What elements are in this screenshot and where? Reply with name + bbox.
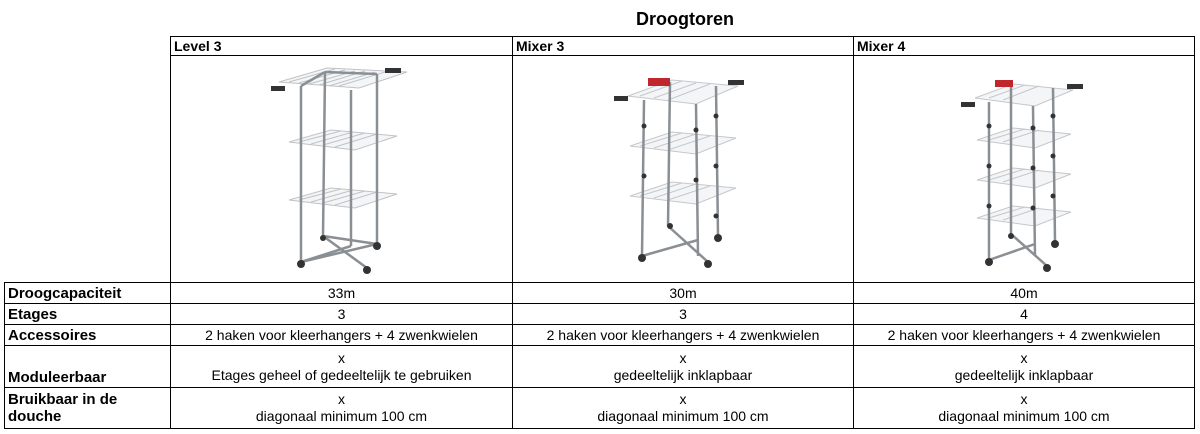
product-name-level-3: Level 3	[171, 37, 513, 56]
tiers-value: 4	[854, 304, 1195, 325]
shower-cell	[171, 388, 513, 429]
image-row	[5, 56, 1195, 283]
page-title: Droogtoren	[636, 9, 734, 29]
capacity-value: 33m	[171, 283, 513, 304]
modular-note: gedeeltelijk inklapbaar	[954, 366, 1094, 383]
modular-mark: x	[679, 349, 687, 366]
table-row-accessories	[5, 325, 1195, 346]
drying-rack-mixer-4-image	[949, 56, 1099, 282]
shower-note: diagonaal minimum 100 cm	[255, 408, 428, 424]
product-image-cell	[854, 56, 1195, 283]
comparison-table	[4, 36, 1195, 429]
product-image-cell	[513, 56, 854, 283]
drying-rack-level-3-image	[267, 56, 417, 282]
capacity-value: 40m	[854, 283, 1195, 304]
accessories-value: 2 haken voor kleerhangers + 4 zwenkwielen	[513, 325, 854, 346]
shower-mark: x	[679, 391, 687, 407]
shower-cell	[513, 388, 854, 429]
product-name-mixer-3: Mixer 3	[513, 37, 854, 56]
modular-mark: x	[1020, 349, 1028, 366]
table-row-tiers	[5, 304, 1195, 325]
modular-note: gedeeltelijk inklapbaar	[613, 366, 753, 383]
tiers-value: 3	[513, 304, 854, 325]
shower-mark: x	[338, 391, 345, 407]
modular-cell	[171, 346, 513, 388]
row-label-modular: Moduleerbaar	[5, 346, 171, 388]
modular-cell	[513, 346, 854, 388]
row-label-shower: Bruikbaar in de douche	[5, 388, 171, 429]
table-row-shower	[5, 388, 1195, 429]
row-label-capacity: Droogcapaciteit	[5, 283, 171, 304]
accessories-value: 2 haken voor kleerhangers + 4 zwenkwielen	[171, 325, 513, 346]
modular-mark: x	[338, 349, 345, 366]
shower-note: diagonaal minimum 100 cm	[597, 408, 769, 424]
header-row	[5, 37, 1195, 56]
table-row-modular	[5, 346, 1195, 388]
shower-cell	[854, 388, 1195, 429]
row-label-accessories: Accessoires	[5, 325, 171, 346]
drying-rack-mixer-3-image	[608, 56, 758, 282]
table-row-capacity	[5, 283, 1195, 304]
product-image-cell	[171, 56, 513, 283]
row-label-tiers: Etages	[5, 304, 171, 325]
empty-corner	[5, 37, 171, 56]
empty-corner	[5, 56, 171, 283]
tiers-value: 3	[171, 304, 513, 325]
capacity-value: 30m	[513, 283, 854, 304]
product-name-mixer-4: Mixer 4	[854, 37, 1195, 56]
modular-note: Etages geheel of gedeeltelijk te gebruiken	[211, 366, 472, 383]
accessories-value: 2 haken voor kleerhangers + 4 zwenkwielen	[854, 325, 1195, 346]
shower-mark: x	[1020, 391, 1028, 407]
shower-note: diagonaal minimum 100 cm	[938, 408, 1110, 424]
modular-cell	[854, 346, 1195, 388]
